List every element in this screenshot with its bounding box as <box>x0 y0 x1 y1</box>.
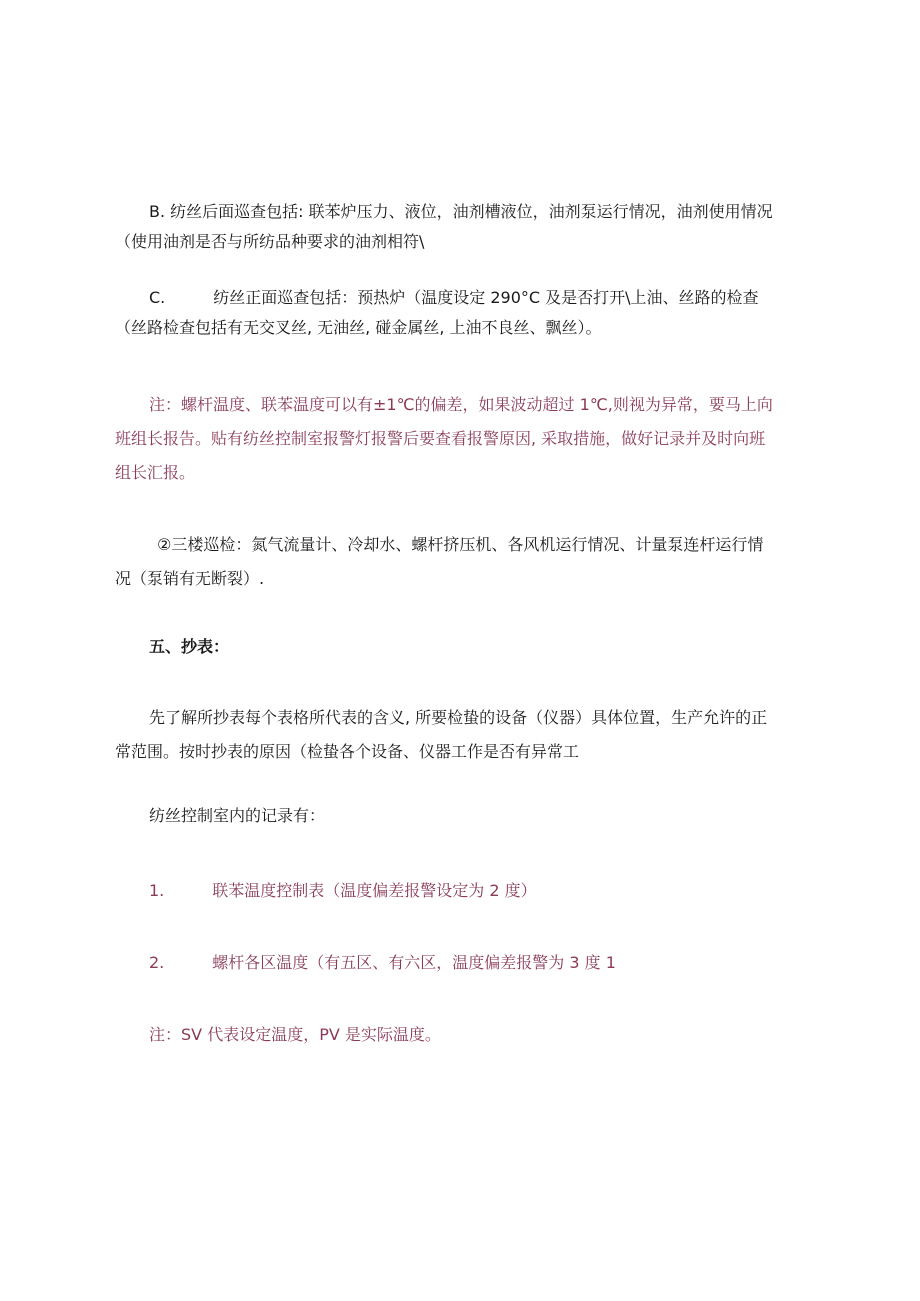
list-item-2 <box>115 948 843 978</box>
list-number: 1. <box>149 881 165 900</box>
paragraph-third-floor-inspection <box>115 528 809 596</box>
paragraph-line: 常范围。按时抄表的原因（检蛰各个设备、仪器工作是否有异常工 <box>115 742 580 761</box>
paragraph-line: 注：螺杆温度、联苯温度可以有±1℃的偏差，如果波动超过 1℃,则视为异常，要马上向 <box>149 395 773 414</box>
paragraph-records-intro: 纺丝控制室内的记录有： <box>149 806 326 825</box>
list-label-c: C. <box>149 288 166 307</box>
paragraph-line: B. 纺丝后面巡查包括: 联苯炉压力、液位，油剂槽液位，油剂泵运行情况，油剂使用情况 <box>149 202 773 221</box>
list-item-text: 螺杆各区温度（有五区、有六区，温度偏差报警为 3 度 1 <box>212 953 616 972</box>
paragraph-line: （丝路检查包括有无交叉丝, 无油丝, 碰金属丝, 上油不良丝、飘丝）。 <box>115 318 602 337</box>
paragraph-line <box>115 283 809 313</box>
note-temperature-deviation <box>115 388 809 490</box>
paragraph-line: 先了解所抄表每个表格所代表的含义, 所要检蛰的设备（仪器）具体位置，生产允许的正 <box>149 708 768 727</box>
paragraph-text: 纺丝正面巡查包括：预热炉（温度设定 290°C 及是否打开\上油、丝路的检查 <box>213 288 759 307</box>
paragraph-line: 况（泵销有无断裂）. <box>115 569 265 588</box>
paragraph-line: 班组长报告。贴有纺丝控制室报警灯报警后要查看报警原因, 采取措施，做好记录并及时向班 <box>115 429 766 448</box>
paragraph-c-front-inspection <box>115 283 809 343</box>
paragraph-b-rear-inspection <box>115 197 809 257</box>
list-item-text: 联苯温度控制表（温度偏差报警设定为 2 度） <box>212 881 537 900</box>
list-number: 2. <box>149 953 165 972</box>
note-sv-pv: 注：SV 代表设定温度，PV 是实际温度。 <box>149 1025 441 1044</box>
paragraph-line: 组长汇报。 <box>115 463 196 482</box>
paragraph-line: （使用油剂是否与所纺品种要求的油剂相符\ <box>115 232 425 251</box>
paragraph-line: ②三楼巡检：氮气流量计、冷却水、螺杆挤压机、各风机运行情况、计量泵连杆运行情 <box>157 535 764 554</box>
list-item-1 <box>115 876 843 906</box>
paragraph-meter-reading-intro <box>115 701 809 769</box>
section-heading-meter-reading: 五、抄表： <box>149 637 230 656</box>
